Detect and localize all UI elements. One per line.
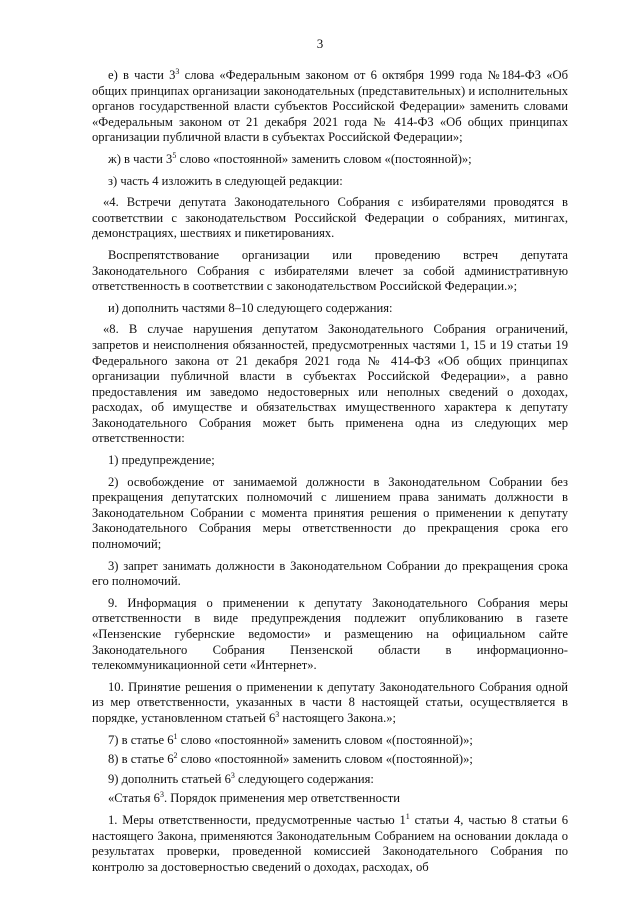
text: слово «постоянной» заменить словом «(постоянной)»;: [177, 732, 473, 747]
paragraph-part-9: 9. Информация о применении к депутату Законодательного Собрания меры ответственности в виде предупреждения подлежит опубликованию в газете «Пензенские губернские ведомости» и размещению на официальном сайте Законодательного Собрания Пензенской области в информационно-телекоммуникационной сети «Интернет».: [92, 595, 568, 673]
paragraph-7: [92, 733, 568, 749]
superscript: 1: [173, 731, 178, 741]
text: . Порядок применения мер ответственности: [163, 791, 401, 806]
paragraph-zh: [92, 152, 568, 168]
superscript: 1: [405, 811, 410, 821]
superscript: 5: [172, 150, 177, 160]
superscript: 3: [175, 67, 180, 76]
text: «Статья 6: [108, 791, 160, 806]
text: слово «постоянной» заменить словом «(постоянной)»;: [177, 752, 473, 767]
superscript: 3: [159, 790, 164, 800]
text: статьи 4, частью 8 статьи 6 настоящего Закона, применяются Законодательным Собранием на основании доклада о результатах проверки, проведенной комиссией Законодательного Собрания по контролю за достоверностью сведений о доходах, расходах, об: [92, 812, 568, 874]
text: е) в части 3: [108, 68, 176, 82]
text: 10. Принятие решения о применении к депутату Законодательного Собрания одной из мер ответственности, указанных в части 8 настоящей статьи, осуществляется в порядке, установленном статьей 6: [92, 679, 568, 725]
paragraph-z: з) часть 4 изложить в следующей редакции:: [108, 173, 343, 188]
page-number: 3: [316, 36, 324, 51]
text: настоящего Закона.»;: [279, 710, 397, 725]
paragraph-part-4: «4. Встречи депутата Законодательного Собрания с избирателями проводятся в соответствии с законодательством Российской Федерации о собраниях, митингах, демонстрациях, шествиях и пикетированиях.: [92, 195, 568, 241]
superscript: 3: [275, 709, 280, 719]
paragraph-part-10: [92, 680, 568, 727]
measure-2: 2) освобождение от занимаемой должности в Законодательном Собрании без прекращения депутатских полномочий с лишением права занимать должности в Законодательном Собрании с момента принятия решения о применении к депутату Законодательного Собрания меры ответственности до прекращения срока его полномочий;: [92, 474, 568, 552]
paragraph-part-4-b: Воспрепятствование организации или проведению встреч депутата Законодательного Собрания с избирателями влечет за собой административную ответственность в соответствии с законодательством Российской Федерации.»;: [92, 247, 568, 294]
superscript: 2: [173, 751, 178, 761]
article-paragraph-1: [92, 813, 568, 875]
measure-3: 3) запрет занимать должности в Законодательном Собрании до прекращения срока его полномочий.: [92, 558, 568, 589]
article-heading: [92, 791, 568, 807]
paragraph-9: [92, 772, 568, 788]
paragraph-e: [92, 68, 568, 146]
text: 1. Меры ответственности, предусмотренные частью 1: [108, 812, 406, 827]
text: слова «Федеральным законом от 6 октября 1999 года №184-ФЗ «Об общих принципах организации законодательных (представительных) и исполнительных органов государственной власти субъектов Российской Федерации» заменить словами «Федеральным законом от 21 декабря 2021 года № 414-ФЗ «Об общих принципах организации публичной власти в субъектах Российской Федерации»;: [92, 68, 568, 145]
paragraph-i: и) дополнить частями 8–10 следующего содержания:: [108, 300, 393, 315]
text: следующего содержания:: [234, 771, 374, 786]
measure-1: 1) предупреждение;: [108, 453, 215, 468]
text: 8) в статье 6: [108, 752, 174, 767]
paragraph-part-8: «8. В случае нарушения депутатом Законодательного Собрания ограничений, запретов и неисполнения обязанностей, предусмотренных частями 1, 15 и 19 статьи 19 Федерального закона от 21 декабря 2021 года № 414-ФЗ «Об общих принципах организации публичной власти в субъектах Российской Федерации», а равно предоставления им заведомо недостоверных или неполных сведений о доходах, расходах, об имуществе и обязательствах имущественного характера к депутату Законодательного Собрания может быть применена одна из следующих мер ответственности:: [92, 322, 568, 446]
document-body: [92, 68, 568, 881]
text: 7) в статье 6: [108, 732, 174, 747]
text: слово «постоянной» заменить словом «(постоянной)»;: [176, 151, 472, 166]
text: 9) дополнить статьей 6: [108, 771, 231, 786]
text: ж) в части 3: [108, 151, 173, 166]
superscript: 3: [230, 770, 235, 780]
paragraph-8: [92, 752, 568, 768]
